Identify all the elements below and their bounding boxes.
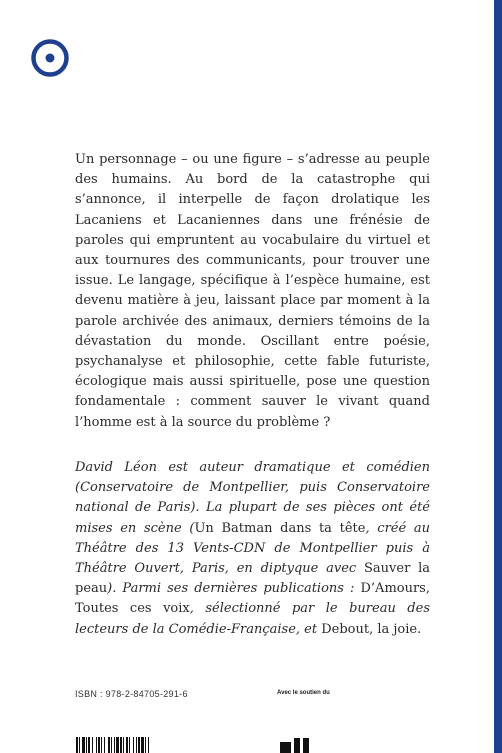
barcode-bar bbox=[79, 737, 80, 753]
title-un-batman: Un Batman dans ta tête bbox=[194, 520, 366, 536]
back-cover-blurb: Un personnage – ou une figure – s’adresse au peuple des humains. Au bord de la catastrophe qui s’annonce, il interpelle de façon drolatique les Lacaniens et Lacaniennes dans une frénésie de paroles qui empruntent au vocabulaire du virtuel et aux tournures des communicants, pour trouver une issue. Le langage, spécifique à l’espèce humaine, est devenu matière à jeu, laissant place par moment à la parole archivée des animaux, derniers témoins de la dévastation du monde. Oscillant entre poésie, psychanalyse et philosophie, cette fable futuriste, écologique mais aussi spirituelle, pose une question fondamentale : comment sauver le vivant quand l’homme est à la source du problème ? bbox=[75, 152, 430, 430]
title-debout-la-joie: Debout, la joie bbox=[321, 621, 418, 637]
bio-text-3: ). Parmi ses dernières publications : bbox=[107, 581, 361, 597]
circle-dot-icon bbox=[30, 38, 70, 78]
barcode-bar bbox=[98, 737, 100, 753]
barcode-bar bbox=[129, 737, 130, 753]
barcode-bar bbox=[104, 737, 105, 753]
barcode-bar bbox=[96, 737, 97, 753]
bio-text-5: . bbox=[417, 621, 422, 637]
spine-stripe bbox=[494, 0, 502, 753]
support-label: Avec le soutien du bbox=[277, 690, 330, 696]
barcode-bar bbox=[111, 737, 112, 753]
barcode-bar bbox=[86, 737, 87, 753]
barcode-bar bbox=[101, 737, 102, 753]
isbn-label: ISBN : 978-2-84705-291-6 bbox=[75, 689, 188, 699]
title-sauver-la-peau: Sauver la peau bbox=[75, 561, 430, 597]
barcode-bar bbox=[136, 737, 137, 753]
barcode bbox=[75, 737, 195, 753]
barcode-bar bbox=[145, 737, 146, 753]
barcode-bar bbox=[123, 737, 124, 753]
author-bio bbox=[75, 458, 430, 640]
barcode-bar bbox=[120, 737, 122, 753]
bio-text-4: , sélectionné par le bureau des lecteurs de la Comédie-Française, et bbox=[75, 601, 430, 637]
barcode-bar bbox=[133, 737, 134, 753]
barcode-bar bbox=[148, 737, 149, 753]
barcode-bar bbox=[114, 737, 115, 753]
barcode-bar bbox=[126, 737, 128, 753]
barcode-bar bbox=[92, 737, 93, 753]
title-damours: D’Amours, Toutes ces voix bbox=[75, 581, 430, 617]
barcode-bar bbox=[116, 737, 119, 753]
barcode-bar bbox=[76, 737, 78, 753]
barcode-bar bbox=[82, 737, 85, 753]
barcode-bar bbox=[138, 737, 140, 753]
bio-text-2: , créé au Théâtre des 13 Vents-CDN de Montpellier puis à Théâtre Ouvert, Paris, en diptyque avec bbox=[75, 520, 430, 577]
barcode-bar bbox=[141, 737, 144, 753]
barcode-bar bbox=[108, 737, 110, 753]
bio-text-1: David Léon est auteur dramatique et comédien (Conservatoire de Montpellier, puis Conservatoire national de Paris). La plupart de ses pièces ont été mises en scène ( bbox=[75, 460, 430, 536]
sponsor-logo bbox=[278, 736, 320, 753]
barcode-bar bbox=[88, 737, 90, 753]
